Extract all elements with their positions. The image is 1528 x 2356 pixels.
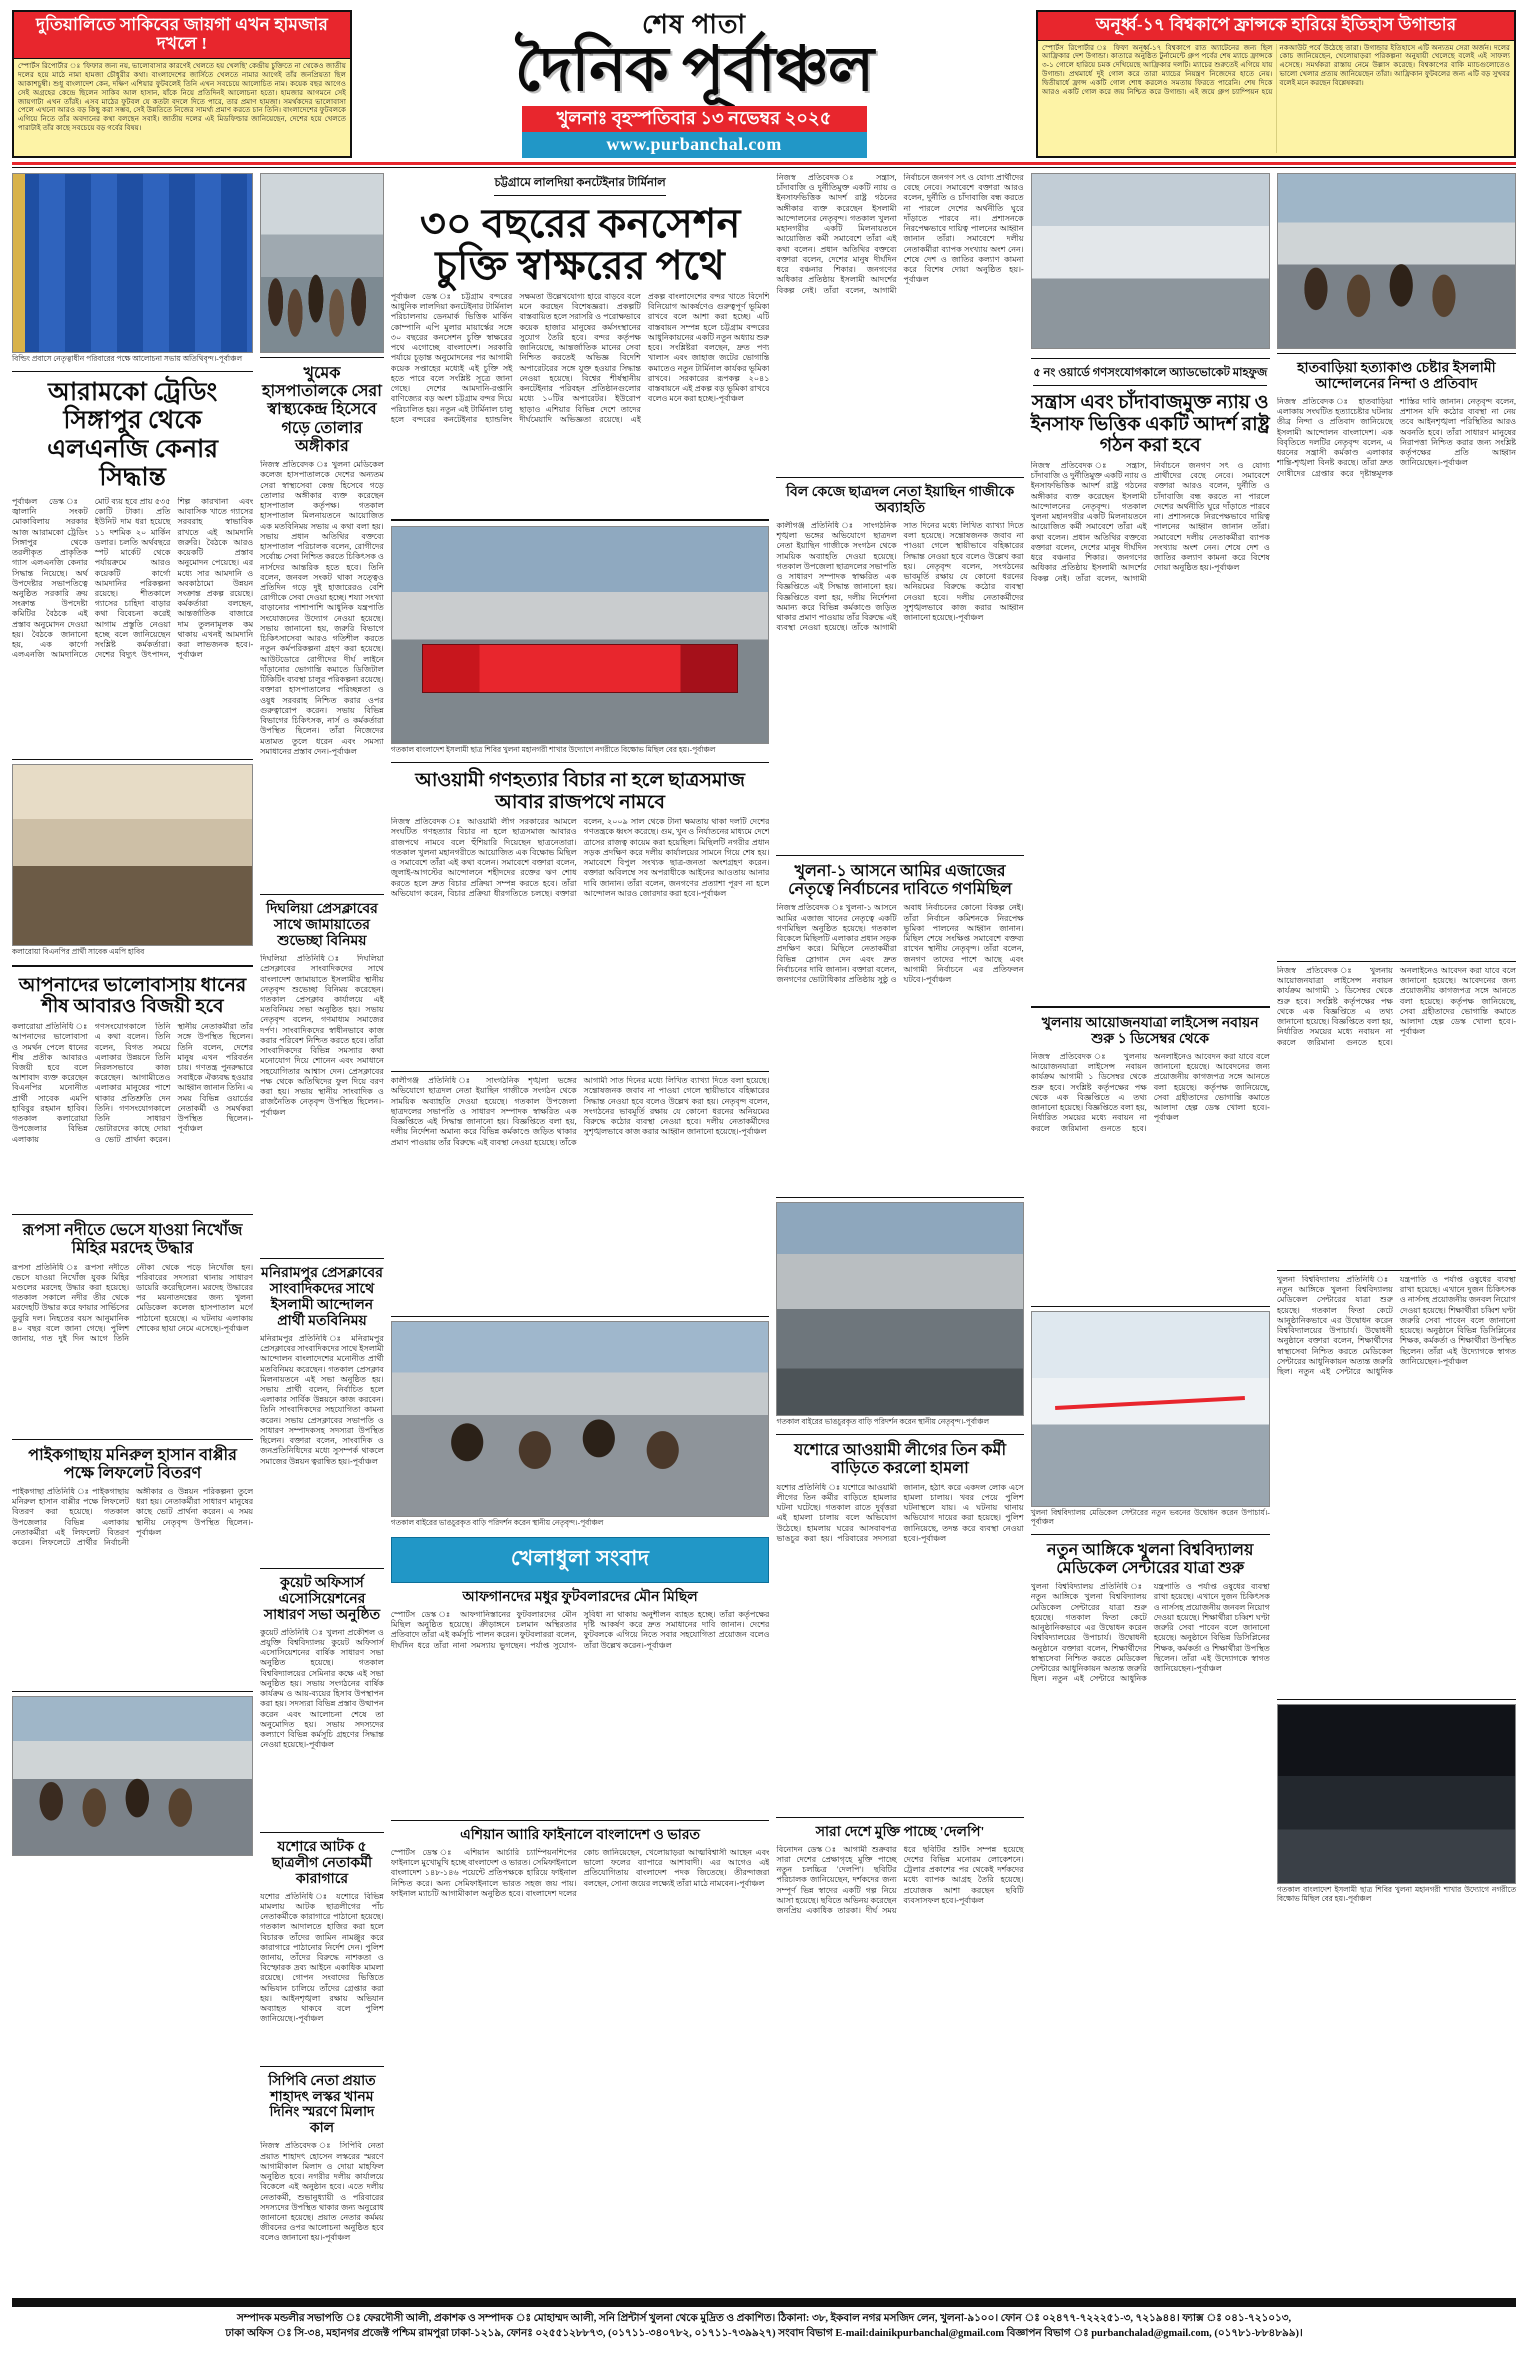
photo-leaders-portrait: [1031, 173, 1270, 349]
paper-title: দৈনিক পূর্বাঞ্চল: [514, 36, 874, 104]
headline-kalaroa-bnp[interactable]: আপনাদের ভালোবাসায় ধানের শীষ আবারও বিজয়ী হবে: [18, 974, 247, 1018]
footer-divider: [12, 2298, 1516, 2307]
photo-vehicle-street: [776, 1202, 1023, 1416]
photo-indoor-gathering: [12, 764, 253, 946]
body-hatbaria: নিজস্ব প্রতিবেদক ঃ হাতবাড়িয়া এলাকায় সংঘটিত হত্যাচেষ্টার ঘটনায় তীব্র নিন্দা ও প্রতিবাদ জানিয়েছে ইসলামী আন্দোলন বাংলাদেশ। এক বিবৃতিতে দলটির নেতৃবৃন্দ বলেন, এ ধরনের সন্ত্রাসী কর্মকাণ্ড এলাকার শান্তি-শৃঙ্খলা বিনষ্ট করছে। তাঁরা দ্রুত দোষীদের গ্রেপ্তার করে দৃষ্টান্তমূলক শাস্তির দাবি জানান। নেতৃবৃন্দ বলেন, প্রশাসন যদি কঠোর ব্যবস্থা না নেয় তবে আইনশৃঙ্খলা পরিস্থিতির আরও অবনতি হবে। তাঁরা সাধারণ মানুষের নিরাপত্তা নিশ্চিত করার জন্য সংশ্লিষ্ট কর্তৃপক্ষের প্রতি আহ্বান জানিয়েছেন।-পূর্বাঞ্চল: [1276, 396, 1516, 478]
divider: [12, 759, 253, 760]
headline-awami-trial[interactable]: আওয়ামী গণহত্যার বিচার না হলে ছাত্রসমাজ আবার রাজপথে নামবে: [415, 769, 745, 813]
body-khulna-ayojona: নিজস্ব প্রতিবেদক ঃ খুলনায় আয়োজনযাত্রা লাইসেন্স নবায়ন কার্যক্রম আগামী ১ ডিসেম্বর থেকে শুরু হবে। সংশ্লিষ্ট কর্তৃপক্ষের পক্ষ থেকে এক বিজ্ঞপ্তিতে এ তথ্য জানানো হয়েছে। বিজ্ঞপ্তিতে বলা হয়, নির্ধারিত সময়ের মধ্যে নবায়ন না করলে জরিমানা গুনতে হবে। অনলাইনেও আবেদন করা যাবে বলে জানানো হয়েছে। আবেদনের জন্য প্রয়োজনীয় কাগজপত্র সঙ্গে আনতে বলা হয়েছে। কর্তৃপক্ষ জানিয়েছে, সেবা গ্রহীতাদের ভোগান্তি কমাতে আলাদা হেল্প ডেস্ক খোলা হবে।-পূর্বাঞ্চল: [1030, 1051, 1270, 1133]
body-dighalia-jamaat: দিঘলিয়া প্রতিনিধি ঃ দিঘলিয়া প্রেসক্লাবের সাংবাদিকদের সাথে বাংলাদেশ জামায়াতে ইসলামীর স্থানীয় নেতৃবৃন্দ শুভেচ্ছা বিনিময় করেছেন। গতকাল প্রেসক্লাব কার্যালয়ে এই মতবিনিময় সভা অনুষ্ঠিত হয়। সভায় নেতৃবৃন্দ বলেন, গণমাধ্যম সমাজের দর্পণ। সাংবাদিকদের স্বাধীনভাবে কাজ করার পরিবেশ নিশ্চিত করতে হবে। তাঁরা সাংবাদিকদের বিভিন্ন সমস্যার কথা মনোযোগ দিয়ে শোনেন এবং সমাধানে সহযোগিতার আশ্বাস দেন। প্রেসক্লাবের পক্ষ থেকে অতিথিদের ফুল দিয়ে বরণ করা হয়। সভায় স্থানীয় সাংবাদিক ও রাজনৈতিক নেতৃবৃন্দ উপস্থিত ছিলেন।-পূর্বাঞ্চল: [260, 954, 384, 1117]
column-6: [1277, 173, 1516, 2293]
body-hospital-best: নিজস্ব প্রতিবেদক ঃ খুলনা মেডিকেল কলেজ হাসপাতালকে দেশের অন্যতম সেরা স্বাস্থ্যসেবা কেন্দ্র হিসেবে গড়ে তোলার অঙ্গীকার ব্যক্ত করেছেন হাসপাতাল কর্তৃপক্ষ। গতকাল হাসপাতাল মিলনায়তনে আয়োজিত এক মতবিনিময় সভায় এ কথা বলা হয়। সভায় প্রধান অতিথির বক্তব্যে হাসপাতাল পরিচালক বলেন, রোগীদের সর্বোচ্চ সেবা নিশ্চিত করতে চিকিৎসক ও নার্সদের আন্তরিক হতে হবে। তিনি বলেন, জনবল সংকট থাকা সত্ত্বেও প্রতিদিন গড়ে দুই হাজারেরও বেশি রোগীকে সেবা দেওয়া হচ্ছে। শয্যা সংখ্যা বাড়ানোর পাশাপাশি আধুনিক যন্ত্রপাতি সংযোজনের উদ্যোগ নেওয়া হয়েছে। সভায় জানানো হয়, জরুরি বিভাগে চিকিৎসাসেবা আরও গতিশীল করতে নতুন কর্মপরিকল্পনা গ্রহণ করা হয়েছে। আউটডোরে রোগীদের দীর্ঘ লাইনে দাঁড়ানোর ভোগান্তি কমাতে ডিজিটাল টিকিটিং ব্যবস্থা চালুর পরিকল্পনা রয়েছে। বক্তারা হাসপাতালের পরিচ্ছন্নতা ও ওষুধ সরবরাহ নিশ্চিত করার ওপর গুরুত্বারোপ করেন। সভায় বিভিন্ন বিভাগের চিকিৎসক, নার্স ও কর্মকর্তারা উপস্থিত ছিলেন। তাঁরা নিজেদের মতামত তুলে ধরেন এবং সমস্যা সমাধানের প্রস্তাব দেন।-পূর্বাঞ্চল: [260, 460, 384, 756]
column-2: [260, 173, 384, 2293]
column-5: [1031, 173, 1270, 2293]
divider: [12, 1439, 253, 1440]
body-manirampur: মনিরামপুর প্রতিনিধি ঃ মনিরামপুর প্রেসক্লাবের সাংবাদিকদের সাথে ইসলামী আন্দোলন বাংলাদেশের মনোনীত প্রার্থী মতবিনিময় করেছেন। গতকাল প্রেসক্লাব মিলনায়তনে এই সভা অনুষ্ঠিত হয়। সভায় প্রার্থী বলেন, নির্বাচিত হলে এলাকার সার্বিক উন্নয়নে কাজ করবেন। তিনি সাংবাদিকদের সহযোগিতা কামনা করেন। সভায় প্রেসক্লাবের সভাপতি ও সাধারণ সম্পাদকসহ সদস্যরা উপস্থিত ছিলেন। বক্তারা বলেন, সাংবাদিক ও জনপ্রতিনিধিদের মধ্যে সুসম্পর্ক থাকলে সমাজের উন্নয়ন ত্বরান্বিত হয়।-পূর্বাঞ্চল: [260, 1333, 384, 1466]
divider: [1277, 961, 1516, 962]
promo-right-title: অনূর্ধ্ব-১৭ বিশ্বকাপে ফ্রান্সকে হারিয়ে ইতিহাস উগান্ডার: [1038, 12, 1514, 41]
photo-ribbon-cutting: [1031, 1311, 1270, 1507]
headline-khulna-medical[interactable]: নতুন আঙ্গিকে খুলনা বিশ্ববিদ্যালয় মেডিকেল সেন্টারের যাত্রা শুরু: [1047, 1541, 1254, 1577]
column-4: [776, 173, 1023, 2293]
promo-left-title: দুতিয়ালিতে সাকিবের জায়গা এখন হামজার দখলে !: [14, 12, 350, 59]
body-hatbaria-cont: নিজস্ব প্রতিবেদক ঃ খুলনায় আয়োজনযাত্রা লাইসেন্স নবায়ন কার্যক্রম আগামী ১ ডিসেম্বর থেকে শুরু হবে। সংশ্লিষ্ট কর্তৃপক্ষের পক্ষ থেকে এক বিজ্ঞপ্তিতে এ তথ্য জানানো হয়েছে। বিজ্ঞপ্তিতে বলা হয়, নির্ধারিত সময়ের মধ্যে নবায়ন না করলে জরিমানা গুনতে হবে। অনলাইনেও আবেদন করা যাবে বলে জানানো হয়েছে। আবেদনের জন্য প্রয়োজনীয় কাগজপত্র সঙ্গে আনতে বলা হয়েছে। কর্তৃপক্ষ জানিয়েছে, সেবা গ্রহীতাদের ভোগান্তি কমাতে আলাদা হেল্প ডেস্ক খোলা হবে।-পূর্বাঞ্চল: [1276, 965, 1516, 1047]
body-awami-trial: নিজস্ব প্রতিবেদক ঃ আওয়ামী লীগ সরকারের আমলে সংঘটিত গণহত্যার বিচার না হলে ছাত্রসমাজ আবারও রাজপথে নামবে বলে হুঁশিয়ারি দিয়েছেন ছাত্রনেতারা। গতকাল খুলনা মহানগরীতে আয়োজিত এক বিক্ষোভ মিছিল ও সমাবেশে তাঁরা এই কথা বলেন। সমাবেশে বক্তারা বলেন, জুলাই-আগস্টের আন্দোলনে শহীদদের রক্তের ঋণ শোধ করতে হলে দ্রুত বিচার প্রক্রিয়া সম্পন্ন করতে হবে। তাঁরা অভিযোগ করেন, বিচার প্রক্রিয়া ধীরগতিতে চলছে। বক্তারা বলেন, ২০০৯ সাল থেকে টানা ক্ষমতায় থাকা দলটি দেশের গণতন্ত্রকে ধ্বংস করেছে। গুম, খুন ও নির্যাতনের মাধ্যমে দেশে ত্রাসের রাজত্ব কায়েম করা হয়েছিল। মিছিলটি নগরীর প্রধান সড়ক প্রদক্ষিণ করে দলীয় কার্যালয়ের সামনে গিয়ে শেষ হয়। সমাবেশে বিপুল সংখ্যক ছাত্র-জনতা অংশগ্রহণ করেন। বক্তারা অবিলম্বে সব অপরাধীকে আইনের আওতায় আনার দাবি জানান। তাঁরা বলেন, জনগণের প্রত্যাশা পূরণ না হলে আন্দোলন আরও জোরদার করা হবে।-পূর্বাঞ্চল: [390, 817, 770, 898]
divider: [391, 1071, 770, 1072]
content-grid: [12, 173, 1516, 2293]
divider: [260, 1258, 384, 1259]
photo-caption-medical: খুলনা বিশ্ববিদ্যালয় মেডিকেল সেন্টারের নতুন ভবনের উদ্বোধন করেন উপাচার্য।-পূর্বাঞ্চল: [1030, 1507, 1270, 1526]
date-bar: খুলনাঃ বৃহস্পতিবার ১৩ নভেম্বর ২০২৫: [522, 106, 867, 132]
body-rupsha-body: রূপসা প্রতিনিধি ঃ রূপসা নদীতে ভেসে যাওয়া নিখোঁজ যুবক মিহির মণ্ডলের মরদেহ উদ্ধার করা হয়েছে। গতকাল সকালে নদীর তীর থেকে মরদেহটি উদ্ধার করে ফায়ার সার্ভিসের ডুবুরি দল। নিহতের বয়স আনুমানিক ৪০ বছর বলে জানা গেছে। পুলিশ জানায়, গত দুই দিন আগে তিনি নৌকা থেকে পড়ে নিখোঁজ হন। পরিবারের সদস্যরা থানায় সাধারণ ডায়েরি করেছিলেন। মরদেহ উদ্ধারের পর ময়নাতদন্তের জন্য খুলনা মেডিকেল কলেজ হাসপাতাল মর্গে পাঠানো হয়েছে। এ ঘটনায় এলাকায় শোকের ছায়া নেমে এসেছে।-পূর্বাঞ্চল: [12, 1262, 254, 1344]
divider: [260, 357, 384, 358]
body-kuwait-officers: কুয়েট প্রতিনিধি ঃ খুলনা প্রকৌশল ও প্রযুক্তি বিশ্ববিদ্যালয় কুয়েট অফিসার্স এসোসিয়েশনের বার্ষিক সাধারণ সভা অনুষ্ঠিত হয়েছে। গতকাল বিশ্ববিদ্যালয়ের সেমিনার কক্ষে এই সভা অনুষ্ঠিত হয়। সভায় সংগঠনের বার্ষিক কার্যক্রম ও আয়-ব্যয়ের হিসাব উপস্থাপন করা হয়। সদস্যরা বিভিন্ন প্রস্তাব উত্থাপন করেন এবং আলোচনা শেষে তা অনুমোদিত হয়। সভায় সদস্যদের কল্যাণে বিভিন্ন কর্মসূচি গ্রহণের সিদ্ধান্ত নেওয়া হয়েছে।-পূর্বাঞ্চল: [260, 1627, 384, 1750]
divider: [1277, 1270, 1516, 1271]
masthead-center: [360, 10, 1028, 158]
masthead-divider-black: [12, 167, 1516, 168]
terror-kicker-wrap: [1031, 363, 1270, 389]
divider: [776, 477, 1023, 478]
photo-street-crowd: [391, 1321, 770, 1517]
body-sports-3: বিনোদন ডেস্ক ঃ আগামী শুক্রবার সারা দেশের প্রেক্ষাগৃহে মুক্তি পাচ্ছে নতুন চলচ্চিত্র 'দেলপি'। ছবিটির পরিচালক জানিয়েছেন, দর্শকদের জন্য সম্পূর্ণ ভিন্ন স্বাদের একটি গল্প নিয়ে আসা হয়েছে। ছবিতে অভিনয় করেছেন জনপ্রিয় একাধিক তারকা। দীর্ঘ সময় ধরে ছবিটির শুটিং সম্পন্ন হয়েছে দেশের বিভিন্ন মনোরম লোকেশনে। ট্রেলার প্রকাশের পর থেকেই দর্শকদের মধ্যে ব্যাপক আগ্রহ তৈরি হয়েছে। প্রযোজক আশা করছেন ছবিটি ব্যবসাসফল হবে।-পূর্বাঞ্চল: [776, 1844, 1024, 1916]
lead-body-overflow: নিজস্ব প্রতিবেদক ঃ সন্ত্রাস, চাঁদাবাজি ও দুর্নীতিমুক্ত একটি ন্যায় ও ইনসাফভিত্তিক আদর্শ রাষ্ট্র গঠনের অঙ্গীকার ব্যক্ত করেছেন ইসলামী আন্দোলনের নেতৃবৃন্দ। গতকাল খুলনা মহানগরীর একটি মিলনায়তনে আয়োজিত কর্মী সমাবেশে তাঁরা এই কথা বলেন। প্রধান অতিথির বক্তব্যে বক্তারা বলেন, দেশের মানুষ দীর্ঘদিন ধরে বঞ্চনার শিকার। জনগণের অধিকার প্রতিষ্ঠায় ইসলামী আদর্শের বিকল্প নেই। তাঁরা বলেন, আগামী নির্বাচনে জনগণ সৎ ও যোগ্য প্রার্থীদের বেছে নেবে। সমাবেশে বক্তারা আরও বলেন, দুর্নীতি ও চাঁদাবাজি বন্ধ করতে না পারলে দেশের অর্থনীতি ঘুরে দাঁড়াতে পারবে না। প্রশাসনকে নিরপেক্ষভাবে দায়িত্ব পালনের আহ্বান জানান তাঁরা। সমাবেশে দলীয় নেতাকর্মীরা ব্যাপক সংখ্যায় অংশ নেন। শেষে দেশ ও জাতির কল্যাণ কামনা করে বিশেষ দোয়া অনুষ্ঠিত হয়।-পূর্বাঞ্চল: [776, 173, 1024, 295]
divider: [1031, 358, 1270, 359]
body-aramco-lng: পূর্বাঞ্চল ডেস্ক ঃ জ্বালানি সংকট মোকাবিলায় সরকার আজ আরামকো ট্রেডিং সিঙ্গাপুর থেকে তরলীকৃত প্রাকৃতিক গ্যাস এলএনজি কেনার সিদ্ধান্ত নিয়েছে। অর্থ উপদেষ্টার সভাপতিত্বে অনুষ্ঠিত সরকারি ক্রয় সংক্রান্ত উপদেষ্টা কমিটির বৈঠকে এই প্রস্তাব অনুমোদন দেওয়া হয়। বৈঠকে জানানো হয়, এক কার্গো এলএনজি আমদানিতে মোট ব্যয় হবে প্রায় ৫৩৫ কোটি টাকা। প্রতি ইউনিট দাম ধরা হয়েছে ১১ দশমিক ২০ মার্কিন ডলার। চলতি অর্থবছরে স্পট মার্কেট থেকে পর্যায়ক্রমে আরও কয়েকটি কার্গো আমদানির পরিকল্পনা রয়েছে। শীতকালে গ্যাসের চাহিদা বাড়ার কথা বিবেচনা করেই আগাম প্রস্তুতি নেওয়া হচ্ছে বলে জানিয়েছেন সংশ্লিষ্ট কর্মকর্তারা। দেশের বিদ্যুৎ উৎপাদন, শিল্প কারখানা এবং আবাসিক খাতে গ্যাসের সরবরাহ স্বাভাবিক রাখতে এই আমদানি জরুরি। বৈঠকে আরও কয়েকটি প্রস্তাব অনুমোদন পেয়েছে। এর মধ্যে সার আমদানি ও অবকাঠামো উন্নয়ন সংক্রান্ত প্রকল্প রয়েছে। কর্মকর্তারা বলছেন, আন্তর্জাতিক বাজারে দাম তুলনামূলক কম থাকায় এখনই আমদানি করা লাভজনক হবে।-পূর্বাঞ্চল: [12, 496, 254, 660]
footer-imprint: [12, 2307, 1516, 2342]
column-3-lead: [391, 173, 770, 2293]
sports-section-banner[interactable]: খেলাধুলা সংবাদ: [391, 1537, 770, 1583]
divider: [1031, 1006, 1270, 1008]
divider: [12, 965, 253, 967]
photo-group-rally: [12, 1696, 253, 1856]
divider: [776, 855, 1023, 856]
headline-aramco-lng[interactable]: আরামকো ট্রেডিং সিঙ্গাপুর থেকে এলএনজি কেনার সিদ্ধান্ত: [47, 378, 219, 492]
promo-box-left: [12, 10, 352, 158]
divider: [1277, 353, 1516, 354]
footer-line-2: ঢাকা অফিস ঃ সি-৩৪, মহানগর প্রজেক্ট পশ্চিম রামপুরা ঢাকা-১২১৯, ফোনঃ ০২৫৫১২৮৮৭৩, (০১৭১১-৩৪০৭৮২, ০১৭১১-৭৩৯৯২৭) সংবাদ বিভাগ E-mail:dainikpurbanchal@gmail.com বিজ্ঞাপন বিভাগ ঃ purbanchalad@gmail.com, (০১৭৮১-৮৮৪৮৯৯)।: [225, 2327, 1303, 2339]
photo-campaign-group: [1277, 173, 1516, 349]
headline-shipping-leader[interactable]: সিপিবি নেতা প্রয়াত শাহাদৎ লস্কর খানম দিনিং স্মরণে মিলাদ কাল: [268, 2073, 376, 2137]
body-sports-1: স্পোর্টস ডেস্ক ঃ আফগানিস্তানের ফুটবলারদের মৌন মিছিল অনুষ্ঠিত হয়েছে। ক্রীড়াঙ্গনে চলমান অস্থিরতার প্রতিবাদে তাঁরা এই কর্মসূচি পালন করেন। ফুটবলাররা বলেন, দীর্ঘদিন ধরে তাঁরা নানা সমস্যায় ভুগছেন। পর্যাপ্ত সুযোগ-সুবিধা না থাকায় অনুশীলন ব্যাহত হচ্ছে। তাঁরা কর্তৃপক্ষের দৃষ্টি আকর্ষণ করে দ্রুত সমাধানের দাবি জানান। দেশের ফুটবলকে এগিয়ে নিতে সবার সহযোগিতা প্রয়োজন বলেও তাঁরা উল্লেখ করেন।-পূর্বাঞ্চল: [390, 1610, 770, 1650]
body-shipping-leader: নিজস্ব প্রতিবেদক ঃ সিপিবি নেতা প্রয়াত শাহাদৎ হোসেন লস্করের স্মরণে আগামীকাল মিলাদ ও দোয়া মাহফিল অনুষ্ঠিত হবে। নগরীর দলীয় কার্যালয়ে বিকেলে এই অনুষ্ঠান হবে। এতে দলীয় নেতাকর্মী, শুভানুধ্যায়ী ও পরিবারের সদস্যদের উপস্থিত থাকার জন্য অনুরোধ জানানো হয়েছে। প্রয়াত নেতার কর্মময় জীবনের ওপর আলোচনা অনুষ্ঠিত হবে বলেও জানানো হয়।-পূর্বাঞ্চল: [260, 2141, 384, 2243]
headline-sports-1[interactable]: আফগানদের মধুর ফুটবলারদের মৌন মিছিল: [462, 1590, 698, 1606]
headline-rupsha-body[interactable]: রূপসা নদীতে ভেসে যাওয়া নিখোঁজ মিহির মরদেহ উদ্ধার: [22, 1222, 243, 1258]
headline-sports-2[interactable]: এশিয়ান আারি ফাইনালে বাংলাদেশ ও ভারত: [460, 1828, 701, 1844]
headline-kuwait-officers[interactable]: কুয়েট অফিসার্স এসোসিয়েশনের সাধারণ সভা অনুষ্ঠিত: [263, 1575, 381, 1623]
promo-box-right: [1036, 10, 1516, 158]
body-terror-free: নিজস্ব প্রতিবেদক ঃ সন্ত্রাস, চাঁদাবাজি ও দুর্নীতিমুক্ত একটি ন্যায় ও ইনসাফভিত্তিক আদর্শ রাষ্ট্র গঠনের অঙ্গীকার ব্যক্ত করেছেন ইসলামী আন্দোলনের নেতৃবৃন্দ। গতকাল খুলনা মহানগরীর একটি মিলনায়তনে আয়োজিত কর্মী সমাবেশে তাঁরা এই কথা বলেন। প্রধান অতিথির বক্তব্যে বক্তারা বলেন, দেশের মানুষ দীর্ঘদিন ধরে বঞ্চনার শিকার। জনগণের অধিকার প্রতিষ্ঠায় ইসলামী আদর্শের বিকল্প নেই। তাঁরা বলেন, আগামী নির্বাচনে জনগণ সৎ ও যোগ্য প্রার্থীদের বেছে নেবে। সমাবেশে বক্তারা আরও বলেন, দুর্নীতি ও চাঁদাবাজি বন্ধ করতে না পারলে দেশের অর্থনীতি ঘুরে দাঁড়াতে পারবে না। প্রশাসনকে নিরপেক্ষভাবে দায়িত্ব পালনের আহ্বান জানান তাঁরা। সমাবেশে দলীয় নেতাকর্মীরা ব্যাপক সংখ্যায় অংশ নেন। শেষে দেশ ও জাতির কল্যাণ কামনা করে বিশেষ দোয়া অনুষ্ঠিত হয়।-পূর্বাঞ্চল: [1030, 460, 1270, 583]
photo-night-bike-rally: [1277, 1704, 1516, 1884]
lead-headline-line2[interactable]: চুক্তি স্বাক্ষরের পথে: [435, 243, 725, 288]
column-1: [12, 173, 253, 2293]
body-sports-2: স্পোর্টস ডেস্ক ঃ এশিয়ান আর্চারি চ্যাম্পিয়নশিপের ফাইনালে মুখোমুখি হচ্ছে বাংলাদেশ ও ভারত। সেমিফাইনালে বাংলাদেশ ১৪৮-১৪৬ পয়েন্টে প্রতিপক্ষকে হারিয়ে ফাইনাল নিশ্চিত করে। অন্য সেমিফাইনালে ভারত সহজ জয় পায়। ফাইনাল ম্যাচটি আগামীকাল অনুষ্ঠিত হবে। বাংলাদেশ দলের কোচ জানিয়েছেন, খেলোয়াড়রা আত্মবিশ্বাসী আছেন এবং ভালো ফলের ব্যাপারে আশাবাদী। এর আগেও এই প্রতিযোগিতায় বাংলাদেশ পদক জিতেছে। তীরন্দাজরা বলছেন, সোনা জয়ের লক্ষ্যেই তাঁরা মাঠে নামবেন।-পূর্বাঞ্চল: [390, 1847, 770, 1898]
divider: [12, 1691, 253, 1692]
website-bar[interactable]: www.purbanchal.com: [522, 132, 867, 158]
divider: [12, 371, 253, 372]
divider: [391, 519, 770, 521]
divider: [1277, 1699, 1516, 1700]
promo-right-body: স্পোর্টস রিপোর্টার ঃ ফিফা অনূর্ধ্ব-১৭ বিশ্বকাপে রাত অ্যাটেনের জন্য ছিল আফ্রিকার দেশ উগান্ডা। কাতারে অনুষ্ঠিত টুর্নামেন্টে গ্রুপ পর্বের শেষ ম্যাচে ফ্রান্সকে ৩-১ গোলে হারিয়ে চমক দেখিয়েছে আফ্রিকার দলটি। ম্যাচের শুরুতেই এগিয়ে যায় উগান্ডা। প্রথমার্ধে দুই গোল করে তারা ম্যাচের নিয়ন্ত্রণ নিজেদের হাতে নেয়। দ্বিতীয়ার্ধে ফ্রান্স একটি গোল শোধ করলেও সমতায় ফিরতে পারেনি। শেষ দিকে আরও একটি গোল করে জয় নিশ্চিত করে উগান্ডা। এই জয়ে গ্রুপ চ্যাম্পিয়ন হয়ে নকআউট পর্বে উঠেছে তারা। উগান্ডার ইতিহাসে এটি অন্যতম সেরা অর্জন। দলের কোচ জানিয়েছেন, খেলোয়াড়রা পরিকল্পনা অনুযায়ী খেলেছে বলেই এই সাফল্য এসেছে। সমর্থকরা রাস্তায় নেমে উল্লাস করেছে। বিশ্বকাপের বাকি ম্যাচগুলোতেও ভালো খেলার প্রত্যয় জানিয়েছেন তাঁরা। আফ্রিকান ফুটবলের জন্য এটি বড় সুখবর বলেই মনে করছেন বিশ্লেষকরা।: [1042, 43, 1510, 96]
terror-kicker: ৫ নং ওয়ার্ডে গণসংযোগকালে অ্যাডভোকেট মাহফুজ: [1033, 364, 1267, 386]
headline-jessore-awami[interactable]: যশোরে আওয়ামী লীগের তিন কর্মী বাড়িতে করলো হামলা: [794, 1442, 1007, 1478]
masthead: [12, 10, 1516, 158]
divider: [260, 1832, 384, 1833]
masthead-divider-red: [12, 162, 1516, 165]
body-kalaroa-bnp: কলারোয়া প্রতিনিধি ঃ আপনাদের ভালোবাসা ও সমর্থন পেলে ধানের শীষ প্রতীক আবারও বিজয়ী হবে বলে আশাবাদ ব্যক্ত করেছেন বিএনপির মনোনীত প্রার্থী সাবেক এমপি হাবিবুর রহমান হাবিব। গতকাল কলারোয়া উপজেলার বিভিন্ন এলাকায় গণসংযোগকালে তিনি এ কথা বলেন। তিনি বলেন, বিগত সময়ে এলাকার উন্নয়নে তিনি নিরলসভাবে কাজ করেছেন। আগামীতেও এলাকার মানুষের পাশে থাকার প্রতিশ্রুতি দেন তিনি। গণসংযোগকালে তিনি সাধারণ ভোটারদের কাছে দোয়া ও ভোট প্রার্থনা করেন। স্থানীয় নেতাকর্মীরা তাঁর সঙ্গে উপস্থিত ছিলেন। তিনি বলেন, দেশের মানুষ এখন পরিবর্তন চায়। গণতন্ত্র পুনরুদ্ধারে সবাইকে ঐক্যবদ্ধ হওয়ার আহ্বান জানান তিনি। এ সময় বিভিন্ন ওয়ার্ডের নেতাকর্মী ও সমর্থকরা উপস্থিত ছিলেন।-পূর্বাঞ্চল: [12, 1022, 254, 1144]
divider: [776, 1434, 1023, 1435]
divider: [391, 1316, 770, 1317]
body-awami-trial-cont: কালীগঞ্জ প্রতিনিধি ঃ সাংগঠনিক শৃঙ্খলা ভঙ্গের অভিযোগে ছাত্রদল নেতা ইয়াছিন গাজীকে সংগঠন থেকে সাময়িক অব্যাহতি দেওয়া হয়েছে। গতকাল উপজেলা ছাত্রদলের সভাপতি ও সাধারণ সম্পাদক স্বাক্ষরিত এক বিজ্ঞপ্তিতে এই সিদ্ধান্ত জানানো হয়। বিজ্ঞপ্তিতে বলা হয়, দলীয় নির্দেশনা অমান্য করে বিভিন্ন কর্মকাণ্ডে জড়িত থাকার প্রমাণ পাওয়ায় তাঁর বিরুদ্ধে এই ব্যবস্থা নেওয়া হয়েছে। তাঁকে আগামী সাত দিনের মধ্যে লিখিত ব্যাখ্যা দিতে বলা হয়েছে। সন্তোষজনক জবাব না পাওয়া গেলে স্থায়ীভাবে বহিষ্কারের সিদ্ধান্ত নেওয়া হবে বলেও উল্লেখ করা হয়। নেতৃবৃন্দ বলেন, সংগঠনের ভাবমূর্তি রক্ষায় যে কোনো ধরনের অনিয়মের বিরুদ্ধে কঠোর ব্যবস্থা নেওয়া হবে। দলীয় নেতাকর্মীদের সুশৃঙ্খলভাবে কাজ করার আহ্বান জানানো হয়েছে।-পূর্বাঞ্চল: [390, 1076, 770, 1147]
photo-caption-street: গতকাল বাইরের ভাঙচুরকৃত বাড়ি পরিদর্শন করেন স্থানীয় নেতৃবৃন্দ।-পূর্বাঞ্চল: [390, 1518, 604, 1528]
headline-sports-3[interactable]: সারা দেশে মুক্তি পাচ্ছে 'দেলপি': [815, 1824, 985, 1840]
divider: [776, 1197, 1023, 1198]
lead-headline-line1[interactable]: ৩০ বছরের কনসেশন: [419, 201, 741, 246]
lead-kicker-wrap: [391, 173, 770, 199]
divider: [1031, 1306, 1270, 1307]
body-jessore-awami: যশোর প্রতিনিধি ঃ যশোরে আওয়ামী লীগের তিন কর্মীর বাড়িতে হামলার ঘটনা ঘটেছে। গতকাল রাতে দুর্বৃত্তরা এই হামলা চালায় বলে অভিযোগ উঠেছে। হামলায় ঘরের আসবাবপত্র ভাঙচুর করা হয়। পরিবারের সদস্যরা জানান, হঠাৎ করে একদল লোক এসে হামলা চালায়। খবর পেয়ে পুলিশ ঘটনাস্থলে যায়। এ ঘটনায় থানায় অভিযোগ দায়ের করা হয়েছে। পুলিশ জানিয়েছে, তদন্ত করে ব্যবস্থা নেওয়া হবে।-পূর্বাঞ্চল: [776, 1482, 1024, 1543]
headline-hatbaria[interactable]: হাতবাড়িয়া হত্যাকাণ্ড চেষ্টার ইসলামী আন্দোলনের নিন্দা ও প্রতিবাদ: [1297, 361, 1496, 392]
divider: [260, 894, 384, 895]
lead-body: পূর্বাঞ্চল ডেস্ক ঃ চট্টগ্রাম বন্দরের আধুনিক লালদিয়া কনটেইনার টার্মিনাল পরিচালনায় ডেনমার্ক ভিত্তিক মার্কিন কোম্পানি এপি মুলার মায়ার্স্কের সঙ্গে ৩০ বছরের কনসেশন চুক্তি স্বাক্ষরের পথে এগোচ্ছে বাংলাদেশ। সরকারি পর্যায়ে চূড়ান্ত অনুমোদনের পর আগামী কয়েক সপ্তাহের মধ্যেই এই চুক্তি সই হতে পারে বলে সংশ্লিষ্ট সূত্রে জানা গেছে। দেশের আমদানি-রপ্তানি বাণিজ্যের বড় অংশ চট্টগ্রাম বন্দর দিয়ে পরিচালিত হয়। নতুন এই টার্মিনাল চালু হলে বন্দরের কনটেইনার হ্যান্ডলিং সক্ষমতা উল্লেখযোগ্য হারে বাড়বে বলে মনে করছেন বিশেষজ্ঞরা। প্রকল্পটি বাস্তবায়িত হলে সরাসরি ও পরোক্ষভাবে কয়েক হাজার মানুষের কর্মসংস্থানের সুযোগ তৈরি হবে। বন্দর কর্তৃপক্ষ জানিয়েছে, আন্তর্জাতিক মানের সেবা নিশ্চিত করতেই অভিজ্ঞ বিদেশি অপারেটরের সঙ্গে যুক্ত হওয়ার সিদ্ধান্ত নেওয়া হয়েছে। বিশ্বের শীর্ষস্থানীয় কনটেইনার পরিবহন প্রতিষ্ঠানগুলোর মধ্যে ১০টির অপারেটর। ইউরোপ ছাড়াও এশিয়ার বিভিন্ন দেশে তাদের দীর্ঘমেয়াদি অভিজ্ঞতা রয়েছে। এই প্রকল্প বাংলাদেশের বন্দর খাতে বিদেশি বিনিয়োগ আকর্ষণেও গুরুত্বপূর্ণ ভূমিকা রাখবে বলে আশা করা হচ্ছে। এটি বাস্তবায়ন সম্পন্ন হলে চট্টগ্রাম বন্দরের আধুনিকায়নের একটি নতুন অধ্যায় শুরু হবে। সংশ্লিষ্টরা বলছেন, দ্রুত পণ্য খালাস এবং জাহাজ জটের ভোগান্তি কমাতেও নতুন টার্মিনাল কার্যকর ভূমিকা রাখবে। সরকারের রূপকল্প ২০৪১ বাস্তবায়নে এই প্রকল্প বড় ভূমিকা রাখবে বলেও মনে করা হচ্ছে।-পূর্বাঞ্চল: [390, 292, 770, 424]
headline-jessore-arrest[interactable]: যশোরে আটক ৫ ছাত্রলীগ নেতাকর্মী কারাগারে: [271, 1839, 373, 1887]
photo-conference-stage: [12, 173, 253, 353]
photo-caption-protest: গতকাল বাংলাদেশ ইসলামী ছাত্র শিবির খুলনা মহানগরী শাখার উদ্যোগে নগরীতে বিক্ষোভ মিছিল বের হয়।-পূর্বাঞ্চল: [390, 745, 716, 754]
divider: [391, 762, 770, 763]
headline-bill-kaliganj[interactable]: বিল কেজে ছাত্রদল নেতা ইয়াছিন গাজীকে অব্যাহতি: [785, 485, 1015, 516]
edition-label: শেষ পাতা: [641, 10, 746, 39]
divider: [12, 1214, 253, 1215]
photo-protest-banner: [391, 526, 770, 744]
divider: [260, 2066, 384, 2067]
body-bill-kaliganj: কালীগঞ্জ প্রতিনিধি ঃ সাংগঠনিক শৃঙ্খলা ভঙ্গের অভিযোগে ছাত্রদল নেতা ইয়াছিন গাজীকে সংগঠন থেকে সাময়িক অব্যাহতি দেওয়া হয়েছে। গতকাল উপজেলা ছাত্রদলের সভাপতি ও সাধারণ সম্পাদক স্বাক্ষরিত এক বিজ্ঞপ্তিতে এই সিদ্ধান্ত জানানো হয়। বিজ্ঞপ্তিতে বলা হয়, দলীয় নির্দেশনা অমান্য করে বিভিন্ন কর্মকাণ্ডে জড়িত থাকার প্রমাণ পাওয়ায় তাঁর বিরুদ্ধে এই ব্যবস্থা নেওয়া হয়েছে। তাঁকে আগামী সাত দিনের মধ্যে লিখিত ব্যাখ্যা দিতে বলা হয়েছে। সন্তোষজনক জবাব না পাওয়া গেলে স্থায়ীভাবে বহিষ্কারের সিদ্ধান্ত নেওয়া হবে বলেও উল্লেখ করা হয়। নেতৃবৃন্দ বলেন, সংগঠনের ভাবমূর্তি রক্ষায় যে কোনো ধরনের অনিয়মের বিরুদ্ধে কঠোর ব্যবস্থা নেওয়া হবে। দলীয় নেতাকর্মীদের সুশৃঙ্খলভাবে কাজ করার আহ্বান জানানো হয়েছে।-পূর্বাঞ্চল: [776, 520, 1024, 633]
headline-hospital-best[interactable]: খুমেক হাসপাতালকে সেরা স্বাস্থ্যকেন্দ্র হিসেবে গড়ে তোলার অঙ্গীকার: [262, 365, 382, 455]
headline-terror-free[interactable]: সন্ত্রাস এবং চাঁদাবাজমুক্ত ন্যায় ও ইনসাফ ভিত্তিক একটি আদর্শ রাষ্ট্র গঠন করা হবে: [1030, 392, 1270, 457]
photo-caption-vehicle: গতকাল বাইরের ভাঙচুরকৃত বাড়ি পরিদর্শন করেন স্থানীয় নেতৃবৃন্দ।-পূর্বাঞ্চল: [776, 1417, 990, 1427]
headline-manirampur[interactable]: মনিরামপুর প্রেসক্লাবের সাংবাদিকদের সাথে ইসলামী আন্দোলন প্রার্থী মতবিনিময়: [261, 1266, 383, 1329]
promo-left-body: স্পোর্টস রিপোর্টার ঃ 'ফিফার জন্য নয়, ভালোবাসার কারণেই খেলতে হয় খেলছি' কেন্দ্রীয় চুক্তিতে না থেকেও জাতীয় দলের হয়ে মাঠে নামা হামজা চৌধুরীর কথা। বাংলাদেশের জার্সিতে খেলতে নামার আগেই তাঁর জনপ্রিয়তা ছিল আকাশচুম্বী। শুধু বাংলাদেশ কেন, দক্ষিণ এশিয়ার ফুটবলেই তিনি এখন সবচেয়ে আলোচিত নাম। কয়েক বছর আগেও সেই অগ্রহের কেন্দ্রে ছিলেন সাকিব আল হাসান, যাঁকে নিয়ে প্রতিদিনই আলোচনা হতো। হামজার আগমনে সেই জায়গাটা এখন তাঁরই। এসব মাঠের ফুটবল যে কতটা বদলে দিতে পারে, তার প্রমাণ হামজা। সমর্থকদের ভালোবাসা পেলে এখনো আরও বড় কিছু করা সম্ভব, সেই উন্নতিতে নিজের সামর্থ্য প্রমাণ করতে চান তিনি। বাংলাদেশের ফুটবলকে এগিয়ে নিতে তাঁর অবদানের কথা বলছেন সবাই। জাতীয় দলের এই মিডফিল্ডার জানিয়েছেন, দেশের হয়ে খেলতে পারাটাই তাঁর কাছে সবচেয়ে বড় গর্বের বিষয়।: [18, 62, 346, 132]
photo-caption-night: গতকাল বাংলাদেশ ইসলামী ছাত্র শিবির খুলনা মহানগরী শাখার উদ্যোগে নগরীতে বিক্ষোভ মিছিল বের হয়।-পূর্বাঞ্চল: [1276, 1884, 1516, 1903]
divider: [1031, 1534, 1270, 1535]
lead-kicker: চট্টগ্রামে লালদিয়া কনটেইনার টার্মিনাল: [494, 174, 665, 196]
photo-audience: [260, 173, 384, 353]
body-khulna-medical: খুলনা বিশ্ববিদ্যালয় প্রতিনিধি ঃ নতুন আঙ্গিকে খুলনা বিশ্ববিদ্যালয় মেডিকেল সেন্টারের যাত্রা শুরু হয়েছে। গতকাল ফিতা কেটে আনুষ্ঠানিকভাবে এর উদ্বোধন করেন বিশ্ববিদ্যালয়ের উপাচার্য। উদ্বোধনী অনুষ্ঠানে বক্তারা বলেন, শিক্ষার্থীদের স্বাস্থ্যসেবা নিশ্চিত করতে মেডিকেল সেন্টারের আধুনিকায়ন অত্যন্ত জরুরি ছিল। নতুন এই সেন্টারে আধুনিক যন্ত্রপাতি ও পর্যাপ্ত ওষুধের ব্যবস্থা রাখা হয়েছে। এখানে দুজন চিকিৎসক ও নার্সসহ প্রয়োজনীয় জনবল নিয়োগ দেওয়া হয়েছে। শিক্ষার্থীরা চব্বিশ ঘণ্টা জরুরি সেবা পাবেন বলে জানানো হয়েছে। অনুষ্ঠানে বিভিন্ন ডিসিপ্লিনের শিক্ষক, কর্মকর্তা ও শিক্ষার্থীরা উপস্থিত ছিলেন। তাঁরা এই উদ্যোগকে স্বাগত জানিয়েছেন।-পূর্বাঞ্চল: [1030, 1582, 1270, 1684]
headline-dighalia-jamaat[interactable]: দিঘলিয়া প্রেসক্লাবের সাথে জামায়াতের শুভেচ্ছা বিনিময়: [266, 902, 378, 950]
body-paikgacha: পাইকগাছা প্রতিনিধি ঃ পাইকগাছায় মনিরুল হাসান বাপ্পীর পক্ষে লিফলেট বিতরণ করা হয়েছে। গতকাল উপজেলার বিভিন্ন এলাকায় নেতাকর্মীরা এই লিফলেট বিতরণ করেন। লিফলেটে প্রার্থীর নির্বাচনী অঙ্গীকার ও উন্নয়ন পরিকল্পনা তুলে ধরা হয়। নেতাকর্মীরা সাধারণ মানুষের কাছে ভোট প্রার্থনা করেন। এ সময় স্থানীয় নেতৃবৃন্দ উপস্থিত ছিলেন।-পূর্বাঞ্চল: [12, 1487, 254, 1548]
body-column6-extra: খুলনা বিশ্ববিদ্যালয় প্রতিনিধি ঃ নতুন আঙ্গিকে খুলনা বিশ্ববিদ্যালয় মেডিকেল সেন্টারের যাত্রা শুরু হয়েছে। গতকাল ফিতা কেটে আনুষ্ঠানিকভাবে এর উদ্বোধন করেন বিশ্ববিদ্যালয়ের উপাচার্য। উদ্বোধনী অনুষ্ঠানে বক্তারা বলেন, শিক্ষার্থীদের স্বাস্থ্যসেবা নিশ্চিত করতে মেডিকেল সেন্টারের আধুনিকায়ন অত্যন্ত জরুরি ছিল। নতুন এই সেন্টারে আধুনিক যন্ত্রপাতি ও পর্যাপ্ত ওষুধের ব্যবস্থা রাখা হয়েছে। এখানে দুজন চিকিৎসক ও নার্সসহ প্রয়োজনীয় জনবল নিয়োগ দেওয়া হয়েছে। শিক্ষার্থীরা চব্বিশ ঘণ্টা জরুরি সেবা পাবেন বলে জানানো হয়েছে। অনুষ্ঠানে বিভিন্ন ডিসিপ্লিনের শিক্ষক, কর্মকর্তা ও শিক্ষার্থীরা উপস্থিত ছিলেন। তাঁরা এই উদ্যোগকে স্বাগত জানিয়েছেন।-পূর্বাঞ্চল: [1276, 1274, 1516, 1377]
divider: [776, 1817, 1023, 1818]
headline-paikgacha[interactable]: পাইকগাছায় মনিরুল হাসান বাপ্পীর পক্ষে লিফলেট বিতরণ: [28, 1446, 237, 1482]
body-khulna1-amir: নিজস্ব প্রতিবেদক ঃ খুলনা-১ আসনে আমির এজাজ খানের নেতৃত্বে একটি গণমিছিল অনুষ্ঠিত হয়েছে। গতকাল বিকেলে মিছিলটি এলাকার প্রধান সড়ক প্রদক্ষিণ করে। মিছিলে নেতাকর্মীরা বিভিন্ন স্লোগান দেন এবং দ্রুত নির্বাচনের দাবি জানান। বক্তারা বলেন, জনগণের ভোটাধিকার প্রতিষ্ঠায় সুষ্ঠু ও অবাধ নির্বাচনের কোনো বিকল্প নেই। তাঁরা নির্বাচন কমিশনকে নিরপেক্ষ ভূমিকা পালনের আহ্বান জানান। মিছিল শেষে সংক্ষিপ্ত সমাবেশে বক্তব্য রাখেন স্থানীয় নেতৃবৃন্দ। তাঁরা বলেন, জনগণ তাদের পাশে আছে এবং আগামী নির্বাচনে এর প্রতিফলন ঘটবে।-পূর্বাঞ্চল: [776, 903, 1024, 985]
footer-line-1: সম্পাদক মন্ডলীর সভাপতি ঃ ফেরদৌসী আলী, প্রকাশক ও সম্পাদক ঃ মোহাম্মদ আলী, সনি প্রিন্টার্স খুলনা থেকে মুদ্রিত ও প্রকাশিত। ঠিকানা: ৩৮, ইকবাল নগর মসজিদ লেন, খুলনা-৯১০০। ফোন ঃ ০২৪৭৭-৭২২২৫১-৩, ৭২১৯৪৪। ফ্যাক্স ঃ ০৪১-৭২১০১৩,: [236, 2313, 1292, 2324]
headline-khulna-ayojona[interactable]: খুলনায় আয়োজনযাত্রা লাইসেন্স নবায়ন শুরু ১ ডিসেম্বর থেকে: [1041, 1015, 1259, 1047]
headline-khulna1-amir[interactable]: খুলনা-১ আসনে আমির এজাজের নেতৃত্বে নির্বাচনের দাবিতে গণমিছিল: [788, 862, 1012, 899]
photo-caption-kalaroa: কলারোয়া বিএনপির প্রার্থী সাবেক এমপি হাবিব: [12, 946, 145, 956]
photo-caption-1: বিল্ডিং প্রবাসে নেতৃত্বাধীন পরিবারের পক্ষে আলোচনা সভায় অতিথিবৃন্দ।-পূর্বাঞ্চল: [12, 354, 243, 363]
divider: [260, 1568, 384, 1569]
divider: [391, 1820, 770, 1821]
body-jessore-arrest: যশোর প্রতিনিধি ঃ যশোরে বিভিন্ন মামলায় আটক ছাত্রলীগের পাঁচ নেতাকর্মীকে কারাগারে পাঠানো হয়েছে। গতকাল আদালতে হাজির করা হলে বিচারক তাঁদের জামিন নামঞ্জুর করে কারাগারে পাঠানোর নির্দেশ দেন। পুলিশ জানায়, তাঁদের বিরুদ্ধে নাশকতা ও বিস্ফোরক দ্রব্য আইনে একাধিক মামলা রয়েছে। গোপন সংবাদের ভিত্তিতে অভিযান চালিয়ে তাঁদের গ্রেপ্তার করা হয়। আইনশৃঙ্খলা রক্ষায় অভিযান অব্যাহত থাকবে বলে পুলিশ জানিয়েছে।-পূর্বাঞ্চল: [260, 1891, 384, 2024]
